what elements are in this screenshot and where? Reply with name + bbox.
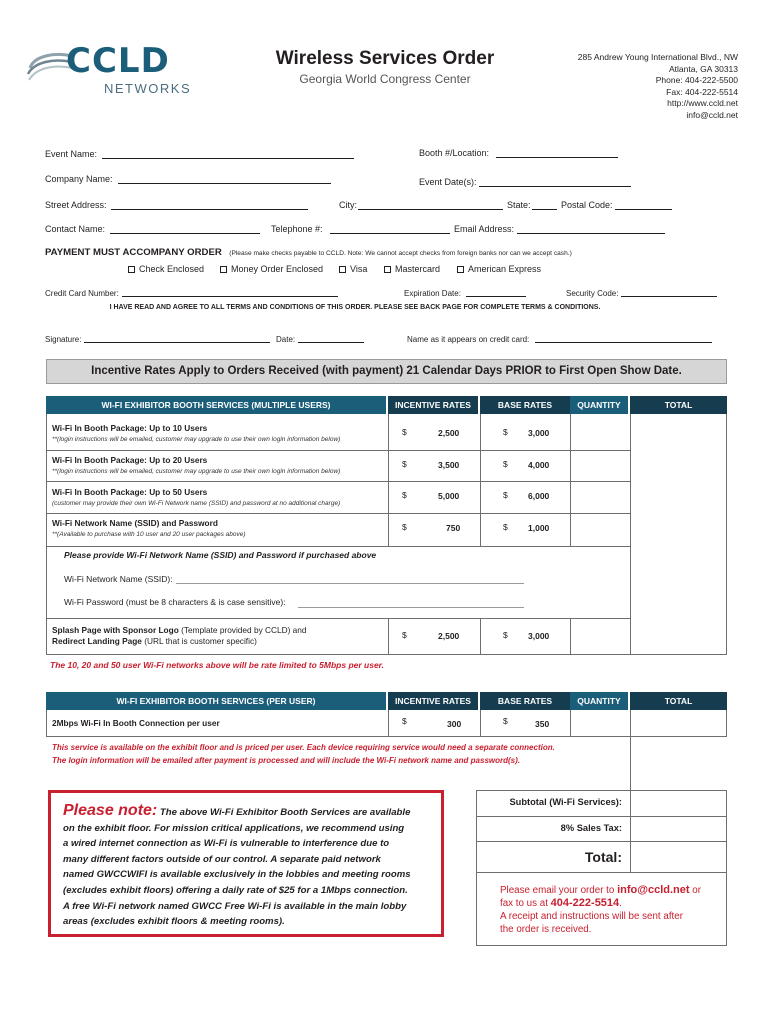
receipt-note-2: the order is received. [500, 924, 592, 935]
address-phone: Phone: 404-222-5500 [655, 75, 738, 86]
booth-location-label: Booth #/Location: [419, 148, 490, 158]
checkbox-icon[interactable] [457, 266, 464, 273]
table-row [52, 423, 386, 444]
terms-statement: I HAVE READ AND AGREE TO ALL TERMS AND CONDITIONS OF THIS ORDER. PLEASE SEE BACK PAGE FOR COMPLETE TERMS & CONDITIONS. [109, 304, 601, 311]
dollar-sign: $ [503, 522, 508, 532]
telephone-label: Telephone #: [271, 224, 323, 234]
expiration-date-label: Expiration Date: [404, 289, 461, 298]
divider [630, 790, 631, 872]
payment-note: (Please make checks payable to CCLD. Note: We cannot accept checks from foreign banks nor can we accept cash.) [229, 250, 572, 257]
table2-col-quantity: QUANTITY [570, 692, 628, 710]
logo-subtext: NETWORKS [104, 81, 192, 96]
checkbox-icon[interactable] [128, 266, 135, 273]
incentive-banner: Incentive Rates Apply to Orders Received (with payment) 21 Calendar Days PRIOR to First Open Show Date. [46, 359, 727, 384]
note-line: on the exhibit floor. For mission critical applications, we recommend using [63, 822, 405, 834]
divider [46, 618, 630, 619]
divider [630, 414, 631, 655]
incentive-rate: 750 [446, 523, 461, 533]
divider [388, 414, 389, 546]
state-field[interactable] [532, 200, 557, 210]
credit-card-field[interactable] [122, 287, 338, 297]
state-label: State: [507, 200, 531, 210]
table1-col-quantity: QUANTITY [570, 396, 628, 414]
total-label: Total: [584, 849, 622, 865]
date-field[interactable] [298, 333, 364, 343]
contact-name-label: Contact Name: [45, 224, 106, 234]
event-dates-label: Event Date(s): [419, 177, 477, 187]
ssid-field[interactable] [176, 583, 524, 584]
address-line: 285 Andrew Young International Blvd., NW [577, 52, 738, 62]
checkbox-icon[interactable] [220, 266, 227, 273]
company-name-label: Company Name: [45, 174, 113, 184]
row-title-detail: (URL that is customer specific) [141, 636, 257, 646]
table-row: 2Mbps Wi-Fi In Booth Connection per user [52, 718, 220, 728]
postal-code-field[interactable] [615, 200, 672, 210]
dollar-sign: $ [503, 459, 508, 469]
signature-label: Signature: [45, 335, 82, 344]
table2-header: WI-FI EXHIBITOR BOOTH SERVICES (PER USER) [46, 692, 386, 710]
table1-col-total: TOTAL [630, 396, 727, 414]
postal-code-label: Postal Code: [561, 200, 613, 210]
page-title: Wireless Services Order [275, 48, 495, 69]
dollar-sign: $ [402, 630, 407, 640]
table-row [52, 625, 386, 647]
payment-heading-row [45, 242, 572, 260]
incentive-rate: 3,500 [438, 460, 460, 470]
incentive-rate: 2,500 [438, 631, 460, 641]
per-user-note-2: The login information will be emailed after payment is processed and will include the Wi-Fi network name and password(s). [52, 756, 521, 765]
note-first-line [63, 803, 429, 821]
divider [476, 816, 727, 817]
money-order-option[interactable]: Money Order Enclosed [220, 264, 323, 275]
row-subtitle: **(login instructions will be emailed, customer may upgrade to use their own login information below) [52, 436, 341, 443]
row-title: Wi-Fi In Booth Package: Up to 20 Users [52, 455, 208, 465]
note-line: areas (excludes exhibit floors & meeting rooms). [63, 916, 285, 928]
street-address-label: Street Address: [45, 200, 107, 210]
sales-tax-field[interactable] [632, 818, 725, 840]
address-website[interactable]: http://www.ccld.net [667, 98, 738, 109]
company-name-field[interactable] [118, 174, 331, 184]
city-label: City: [339, 200, 357, 210]
dollar-sign: $ [503, 490, 508, 500]
divider [570, 618, 571, 655]
row-title: Redirect Landing Page [52, 636, 142, 646]
table2-col-total: TOTAL [630, 692, 727, 710]
row-title: Splash Page with Sponsor Logo [52, 625, 179, 635]
divider [46, 513, 630, 514]
divider [630, 710, 631, 790]
security-code-label: Security Code: [566, 289, 619, 298]
date-label: Date: [276, 335, 296, 344]
dollar-sign: $ [402, 459, 407, 469]
order-fax-number: 404-222-5514 [550, 897, 620, 909]
table1-header: WI-FI EXHIBITOR BOOTH SERVICES (MULTIPLE USERS) [46, 396, 386, 414]
expiration-date-field[interactable] [466, 287, 526, 297]
telephone-field[interactable] [330, 224, 450, 234]
visa-option[interactable]: Visa [339, 264, 367, 275]
base-rate: 350 [535, 719, 550, 729]
name-on-card-field[interactable] [535, 333, 712, 343]
base-rate: 6,000 [528, 491, 550, 501]
divider [476, 841, 727, 842]
address-fax: Fax: 404-222-5514 [666, 86, 738, 97]
logo-wordmark: CCLD [66, 41, 170, 81]
incentive-rate: 5,000 [438, 491, 460, 501]
ccld-logo [26, 41, 206, 102]
subtotal-label: Subtotal (Wi-Fi Services): [509, 797, 622, 807]
address-email[interactable]: info@ccld.net [686, 109, 738, 120]
dollar-sign: $ [402, 427, 407, 437]
dollar-sign: $ [402, 522, 407, 532]
email-address-label: Email Address: [454, 224, 515, 234]
table-row [52, 487, 386, 508]
note-line: (excludes exhibit floors) offering a daily rate of $25 for a 1Mbps connection. [63, 884, 408, 896]
divider [388, 618, 389, 655]
note-line: named GWCCWIFI is available exclusively in the lobbies and meeting rooms [63, 869, 411, 881]
checkbox-icon[interactable] [339, 266, 346, 273]
per-user-note-1: This service is available on the exhibit floor and is priced per user. Each device requiring service would need a separate connection. [52, 743, 555, 752]
dollar-sign: $ [503, 716, 508, 726]
booth-location-field[interactable] [496, 148, 618, 158]
american-express-option[interactable]: American Express [457, 264, 541, 275]
contact-address [578, 52, 738, 122]
receipt-note-1: A receipt and instructions will be sent after [500, 911, 683, 922]
email-address-field[interactable] [517, 224, 665, 234]
incentive-rate: 300 [447, 719, 462, 729]
row-subtitle: (customer may provide their own Wi-Fi Network name (SSID) and password at no additional charge) [52, 500, 341, 507]
table-row [52, 455, 386, 476]
note-lead: The above Wi-Fi Exhibitor Booth Services are available [157, 807, 411, 818]
base-rate: 1,000 [528, 523, 550, 533]
page-subtitle: Georgia World Congress Center [299, 72, 471, 86]
security-code-field[interactable] [621, 287, 717, 297]
base-rate: 3,000 [528, 631, 550, 641]
table1-col-base: BASE RATES [480, 396, 570, 414]
row-title: Wi-Fi In Booth Package: Up to 10 Users [52, 423, 208, 433]
table2-col-base: BASE RATES [480, 692, 570, 710]
credit-card-label: Credit Card Number: [45, 289, 119, 298]
name-on-card-label: Name as it appears on credit card: [407, 335, 530, 344]
table-row [52, 518, 386, 539]
payment-heading: PAYMENT MUST ACCOMPANY ORDER [45, 247, 222, 258]
dollar-sign: $ [402, 490, 407, 500]
checkbox-icon[interactable] [384, 266, 391, 273]
city-field[interactable] [358, 200, 503, 210]
note-line: A free Wi-Fi network named GWCC Free Wi-Fi is available in the main lobby [63, 900, 407, 912]
signature-field[interactable] [84, 333, 270, 343]
divider [46, 450, 630, 451]
row-title: Wi-Fi In Booth Package: Up to 50 Users [52, 487, 208, 497]
note-line: a wired internet connection as Wi-Fi is vulnerable to interference due to [63, 838, 390, 850]
password-label: Wi-Fi Password (must be 8 characters & is case sensitive): [64, 597, 286, 607]
ssid-prompt: Please provide Wi-Fi Network Name (SSID) and Password if purchased above [64, 550, 377, 560]
row-subtitle: **(login instructions will be emailed, customer may upgrade to use their own login information below) [52, 468, 341, 475]
street-address-field[interactable] [111, 200, 308, 210]
row-subtitle: **(Available to purchase with 10 user and 20 user packages above) [52, 531, 246, 538]
order-email-link[interactable]: info@ccld.net [617, 884, 690, 896]
mastercard-option[interactable]: Mastercard [384, 264, 440, 275]
address-city: Atlanta, GA 30313 [669, 63, 738, 74]
event-name-field[interactable] [102, 149, 354, 159]
note-line: many different factors outside of our control. A separate paid network [63, 853, 381, 865]
base-rate: 3,000 [528, 428, 550, 438]
divider [388, 710, 389, 737]
subtotal-field[interactable] [632, 792, 725, 814]
divider [480, 618, 481, 655]
divider [46, 481, 630, 482]
dollar-sign: $ [503, 630, 508, 640]
divider [46, 546, 630, 547]
rate-limit-note: The 10, 20 and 50 user Wi-Fi networks above will be rate limited to 5Mbps per user. [50, 660, 384, 670]
note-heading: Please note: [63, 802, 158, 819]
divider [570, 710, 571, 737]
base-rate: 4,000 [528, 460, 550, 470]
total-field[interactable] [632, 843, 725, 871]
row-title: Wi-Fi Network Name (SSID) and Password [52, 518, 218, 528]
divider [476, 872, 727, 873]
dollar-sign: $ [503, 427, 508, 437]
table2-col-incentive: INCENTIVE RATES [388, 692, 478, 710]
event-dates-field[interactable] [479, 177, 631, 187]
ssid-label: Wi-Fi Network Name (SSID): [64, 574, 173, 584]
divider [480, 414, 481, 546]
dollar-sign: $ [402, 716, 407, 726]
check-enclosed-option[interactable]: Check Enclosed [128, 264, 204, 275]
divider [480, 710, 481, 737]
submit-instructions: Please email your order to info@ccld.net or fax to us at 404-222-5514. A receipt and instructions will be sent after the order is received. [500, 884, 701, 935]
event-name-label: Event Name: [45, 149, 98, 159]
incentive-rate: 2,500 [438, 428, 460, 438]
password-field[interactable] [298, 607, 524, 608]
contact-name-field[interactable] [110, 224, 260, 234]
please-note-box [48, 790, 444, 937]
table1-col-incentive: INCENTIVE RATES [388, 396, 478, 414]
row-title-detail: (Template provided by CCLD) and [178, 625, 307, 635]
sales-tax-label: 8% Sales Tax: [560, 823, 622, 833]
divider [570, 414, 571, 546]
